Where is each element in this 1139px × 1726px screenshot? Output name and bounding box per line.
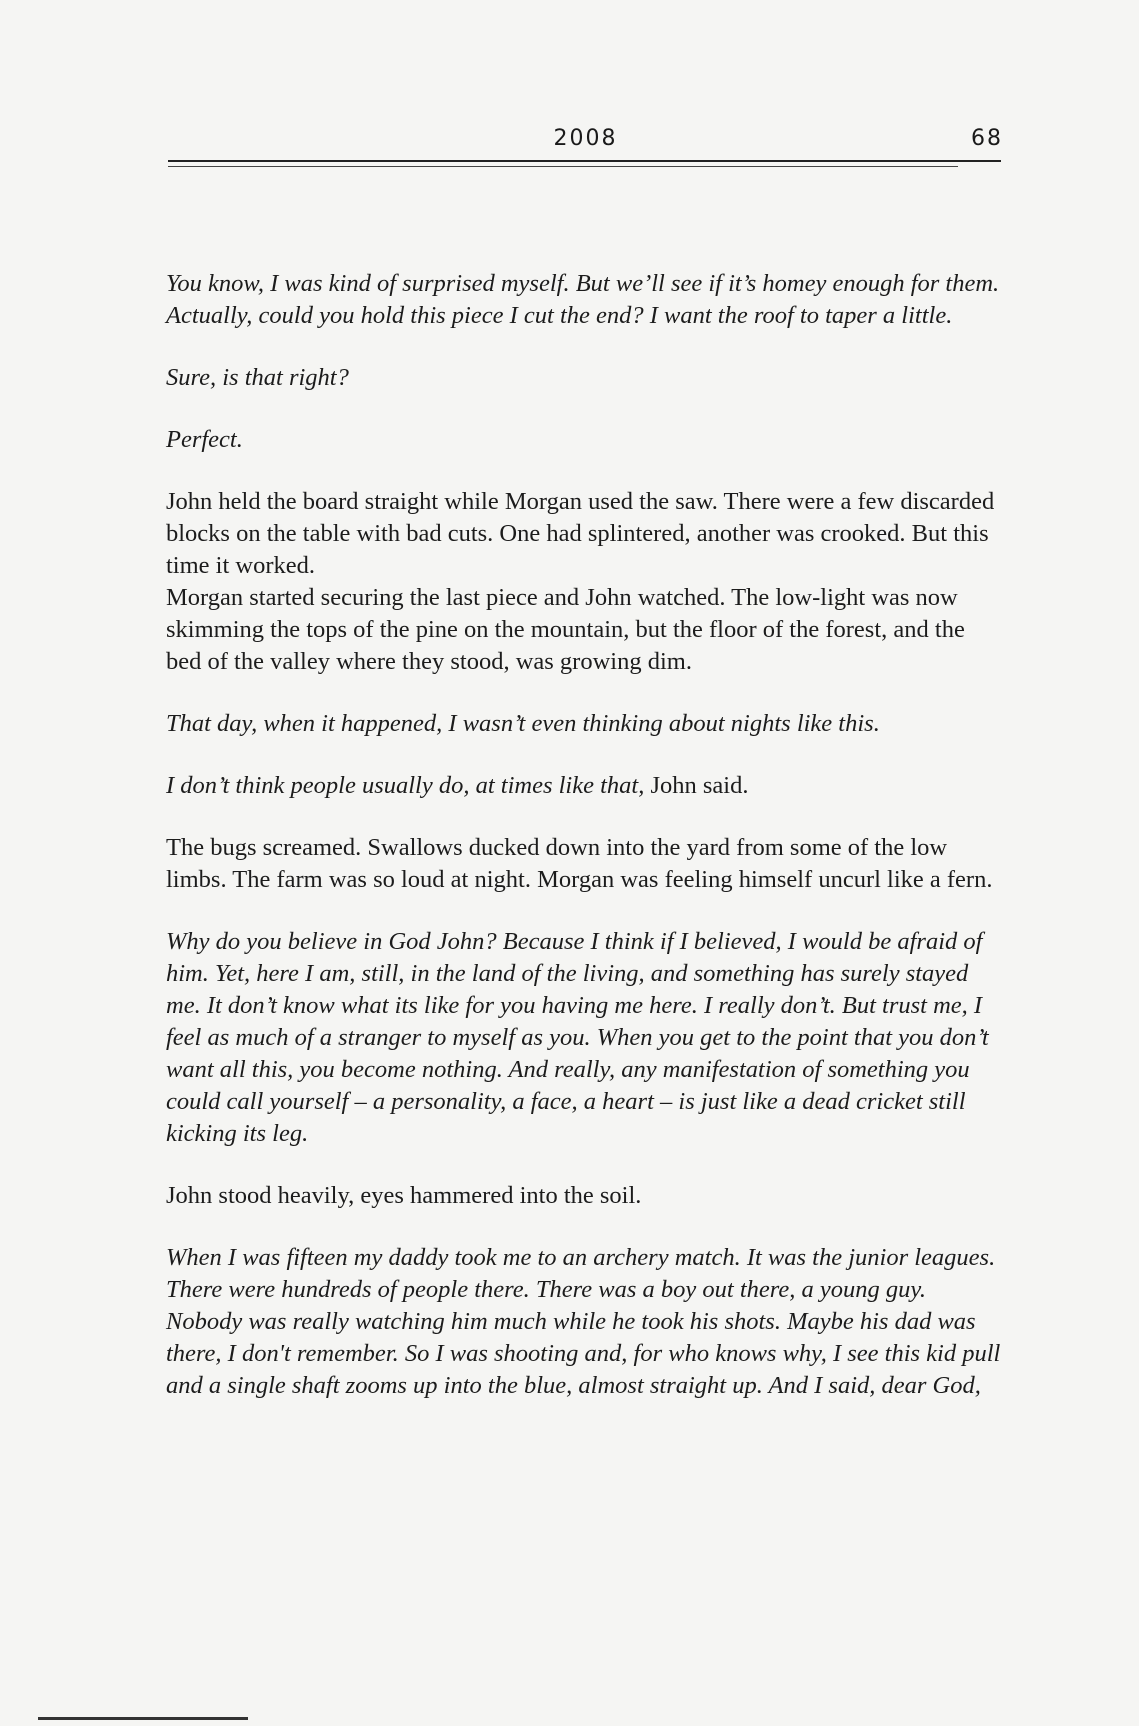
paragraph: The bugs screamed. Swallows ducked down into the yard from some of the low limbs. The farm was so loud at night. Morgan was feeling himself uncurl like a fern.: [166, 834, 993, 893]
dialogue-tag: John said.: [644, 772, 749, 799]
paragraph: Morgan started securing the last piece and John watched. The low-light was now skimming the tops of the pine on the mountain, but the floor of the forest, and the bed of the valley where they stood, was growing dim.: [166, 584, 965, 675]
header-rule-secondary: [168, 166, 958, 167]
running-head: [168, 120, 1003, 160]
paragraph: You know, I was kind of surprised myself. But we’ll see if it’s homey enough for them. Actually, could you hold this piece I cut the end? I want the roof to taper a little.: [166, 270, 1000, 329]
paragraph: Why do you believe in God John? Because I think if I believed, I would be afraid of him. Yet, here I am, still, in the land of the living, and something has surely stayed me. It don’t know what its like for you having me here. I really don’t. But trust me, I feel as much of a stranger to myself as you. When you get to the point that you don’t want all this, you become nothing. And really, any manifestation of something you could call yourself – a personality, a face, a heart – is just like a dead cricket still kicking its leg.: [166, 928, 989, 1147]
paragraph-dialogue: [166, 770, 1006, 802]
paragraph: Sure, is that right?: [166, 364, 349, 391]
paragraph: John stood heavily, eyes hammered into the soil.: [166, 1182, 642, 1209]
paragraph: Perfect.: [166, 426, 243, 453]
paragraph: John held the board straight while Morgan used the saw. There were a few discarded blocks on the table with bad cuts. One had splintered, another was crooked. But this time it worked.: [166, 488, 995, 579]
dialogue-italic: I don’t think people usually do, at times like that,: [166, 772, 645, 799]
paragraph: That day, when it happened, I wasn’t even thinking about nights like this.: [166, 710, 880, 737]
paragraph: When I was fifteen my daddy took me to an archery match. It was the junior leagues. There were hundreds of people there. There was a boy out there, a young guy. Nobody was really watching him much while he took his shots. Maybe his dad was there, I don't remember. So I was shooting and, for who knows why, I see this kid pull and a single shaft zooms up into the blue, almost straight up. And I said, dear God,: [166, 1244, 1001, 1399]
header-rule: [168, 160, 1001, 162]
running-head-year: 2008: [553, 126, 618, 151]
scan-edge-mark: [38, 1717, 248, 1720]
page-body: [166, 268, 1006, 1432]
page-number: 68: [971, 126, 1003, 151]
